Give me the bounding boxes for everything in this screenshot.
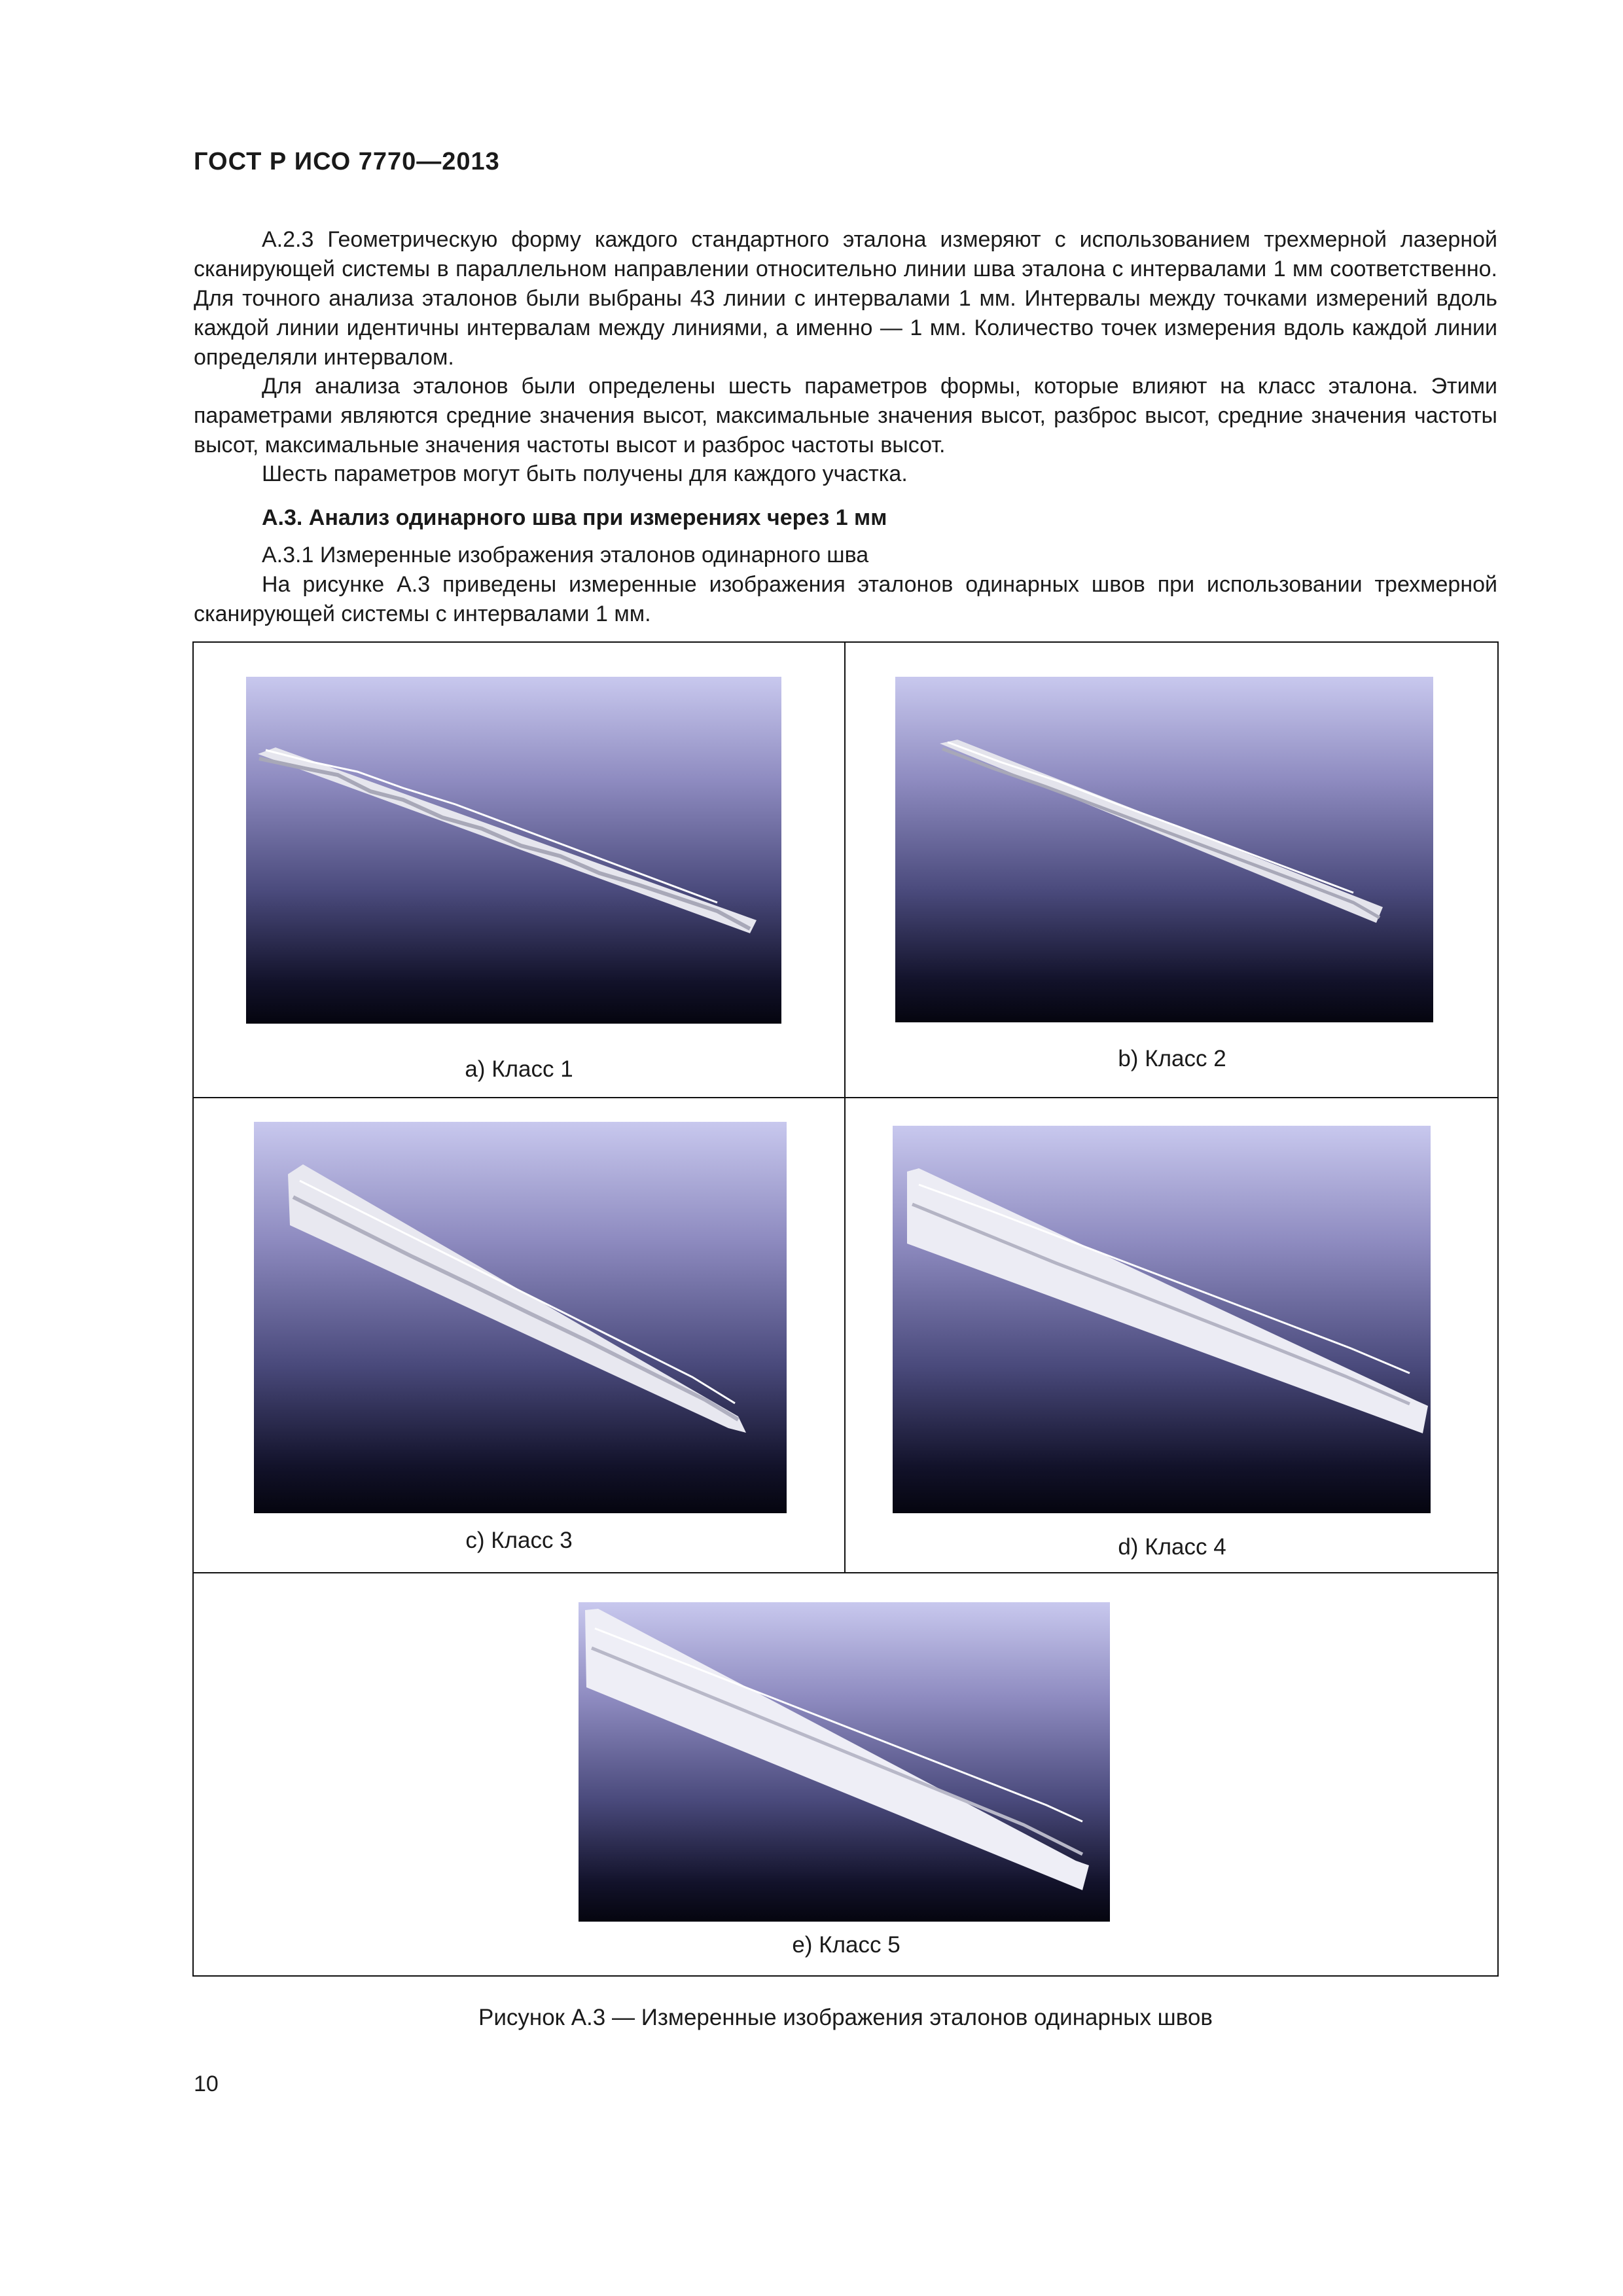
- section-heading-a3: А.3. Анализ одинарного шва при измерениях через 1 мм: [262, 505, 887, 530]
- paragraph-a31: А.3.1 Измеренные изображения эталонов одинарного шва: [262, 543, 869, 567]
- weld-image-class-4: [893, 1126, 1431, 1513]
- figure-divider-row2: [194, 1572, 1497, 1573]
- page-number: 10: [194, 2072, 219, 2096]
- caption-class-2: b) Класс 2: [1118, 1046, 1226, 1071]
- paragraph-parameters: Для анализа эталонов были определены шесть параметров формы, которые влияют на класс эталона. Этими параметрами являются средние значения высот, максимальные значения высот, разброс высот, средние значения частоты высот, максимальные значения частоты высот и разброс частоты высот.: [194, 374, 1497, 457]
- caption-class-4: d) Класс 4: [1118, 1534, 1226, 1560]
- caption-class-3: c) Класс 3: [465, 1528, 573, 1553]
- figure-caption: Рисунок А.3 — Измеренные изображения эталонов одинарных швов: [478, 2005, 1213, 2030]
- paragraph-six-params: Шесть параметров могут быть получены для каждого участка.: [262, 461, 908, 486]
- weld-image-class-1: [246, 677, 781, 1024]
- figure-divider-row1: [194, 1097, 1497, 1098]
- paragraph-a23: А.2.3 Геометрическую форму каждого стандартного эталона измеряют с использованием трехмерной лазерной сканирующей системы в параллельном направлении относительно линии шва эталона с интервалами 1 мм соответственно. Для точного анализа эталонов были выбраны 43 линии с интервалами 1 мм. Интервалы между точками измерений вдоль каждой линии идентичны интервалам между линиями, а именно — 1 мм. Количество точек измерения вдоль каждой линии определяли интервалом.: [194, 227, 1497, 370]
- weld-image-class-5: [579, 1602, 1110, 1922]
- figure-divider-vertical: [844, 643, 846, 1573]
- weld-image-class-2: [895, 677, 1433, 1022]
- caption-class-5: e) Класс 5: [792, 1932, 901, 1958]
- document-header: ГОСТ Р ИСО 7770—2013: [194, 148, 500, 175]
- caption-class-1: a) Класс 1: [465, 1056, 573, 1082]
- paragraph-figure-intro: На рисунке А.3 приведены измеренные изображения эталонов одинарных швов при использовании трехмерной сканирующей системы с интервалами 1 мм.: [194, 572, 1497, 626]
- figure-a3-table: [192, 641, 1499, 1977]
- weld-image-class-3: [254, 1122, 787, 1513]
